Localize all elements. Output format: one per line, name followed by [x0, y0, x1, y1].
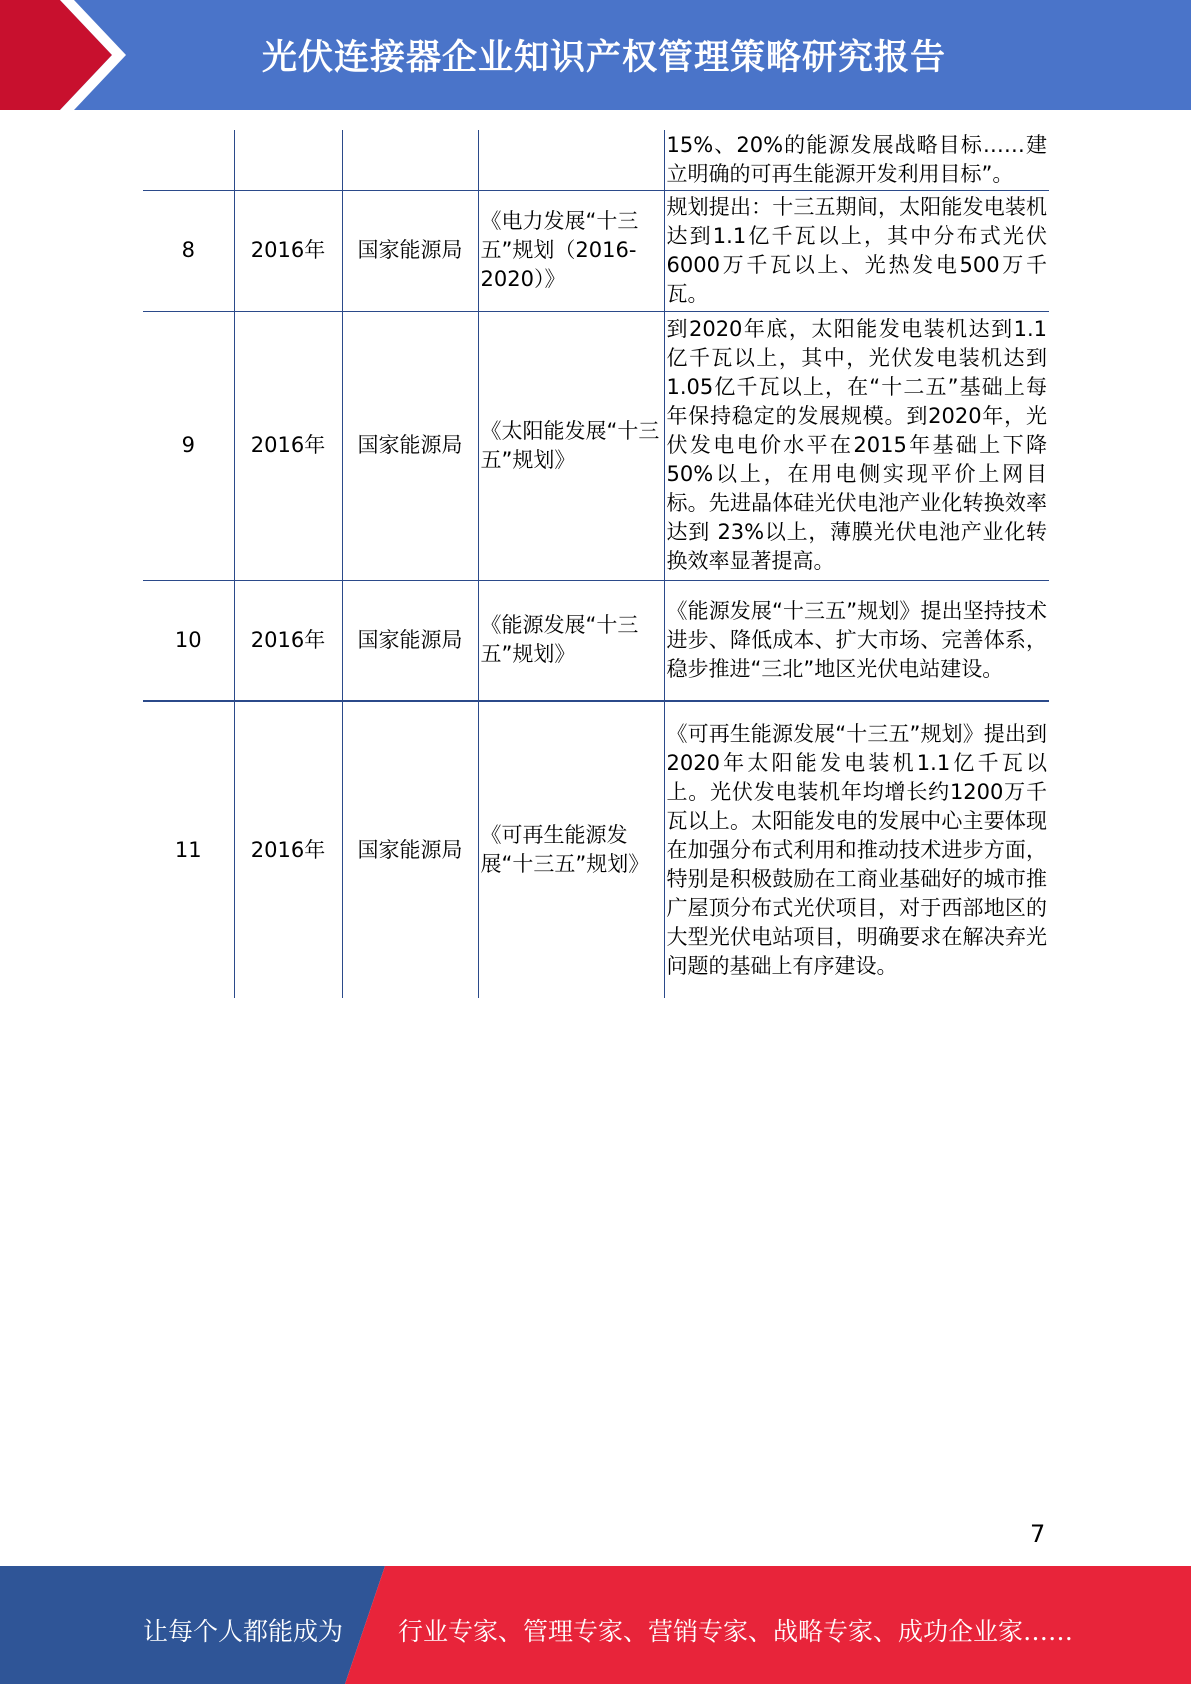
row-year: 2016年	[234, 701, 342, 998]
footer-slogan-left: 让每个人都能成为	[143, 1617, 344, 1646]
table-row	[143, 130, 1049, 190]
row-agency: 国家能源局	[342, 190, 478, 311]
row-content: 15%、20%的能源发展战略目标……建立明确的可再生能源开发利用目标”。	[664, 130, 1049, 190]
report-title: 光伏连接器企业知识产权管理策略研究报告	[262, 38, 947, 78]
row-content: 规划提出：十三五期间，太阳能发电装机达到1.1亿千瓦以上，其中分布式光伏6000万千瓦以上、光热发电500万千瓦。	[664, 190, 1049, 311]
row-year	[234, 130, 342, 190]
row-number: 8	[143, 190, 234, 311]
table-row	[143, 701, 1049, 998]
page-number: 7	[1030, 1520, 1046, 1548]
row-number: 10	[143, 580, 234, 701]
table-row	[143, 190, 1049, 311]
row-agency	[342, 130, 478, 190]
page-footer	[0, 1566, 1191, 1684]
row-number: 11	[143, 701, 234, 998]
row-agency: 国家能源局	[342, 311, 478, 580]
chevron-logo-icon	[0, 0, 160, 110]
row-content: 《可再生能源发展“十三五”规划》提出到2020年太阳能发电装机1.1亿千瓦以上。光伏发电装机年均增长约1200万千瓦以上。太阳能发电的发展中心主要体现在加强分布式利用和推动技术进步方面，特别是积极鼓励在工商业基础好的城市推广屋顶分布式光伏项目，对于西部地区的大型光伏电站项目，明确要求在解决弃光问题的基础上有序建设。	[664, 701, 1049, 998]
row-number	[143, 130, 234, 190]
footer-slogan-right: 行业专家、管理专家、营销专家、战略专家、成功企业家……	[398, 1617, 1074, 1646]
row-document	[478, 130, 664, 190]
row-year: 2016年	[234, 311, 342, 580]
row-agency: 国家能源局	[342, 701, 478, 998]
row-agency: 国家能源局	[342, 580, 478, 701]
row-content: 到2020年底，太阳能发电装机达到1.1亿千瓦以上，其中，光伏发电装机达到1.05亿千瓦以上，在“十二五”基础上每年保持稳定的发展规模。到2020年，光伏发电电价水平在2015年基础上下降 50%以上，在用电侧实现平价上网目标。先进晶体硅光伏电池产业化转换效率达到 23%以上，薄膜光伏电池产业化转换效率显著提高。	[664, 311, 1049, 580]
row-document: 《太阳能发展“十三五”规划》	[478, 311, 664, 580]
policy-table	[143, 130, 1049, 998]
row-document: 《可再生能源发展“十三五”规划》	[478, 701, 664, 998]
row-number: 9	[143, 311, 234, 580]
table-row	[143, 311, 1049, 580]
row-year: 2016年	[234, 190, 342, 311]
row-content: 《能源发展“十三五”规划》提出坚持技术进步、降低成本、扩大市场、完善体系，稳步推进“三北”地区光伏电站建设。	[664, 580, 1049, 701]
table-row	[143, 580, 1049, 701]
row-document: 《能源发展“十三五”规划》	[478, 580, 664, 701]
row-year: 2016年	[234, 580, 342, 701]
row-document: 《电力发展“十三五”规划（2016-2020）》	[478, 190, 664, 311]
page-header	[0, 0, 1191, 110]
